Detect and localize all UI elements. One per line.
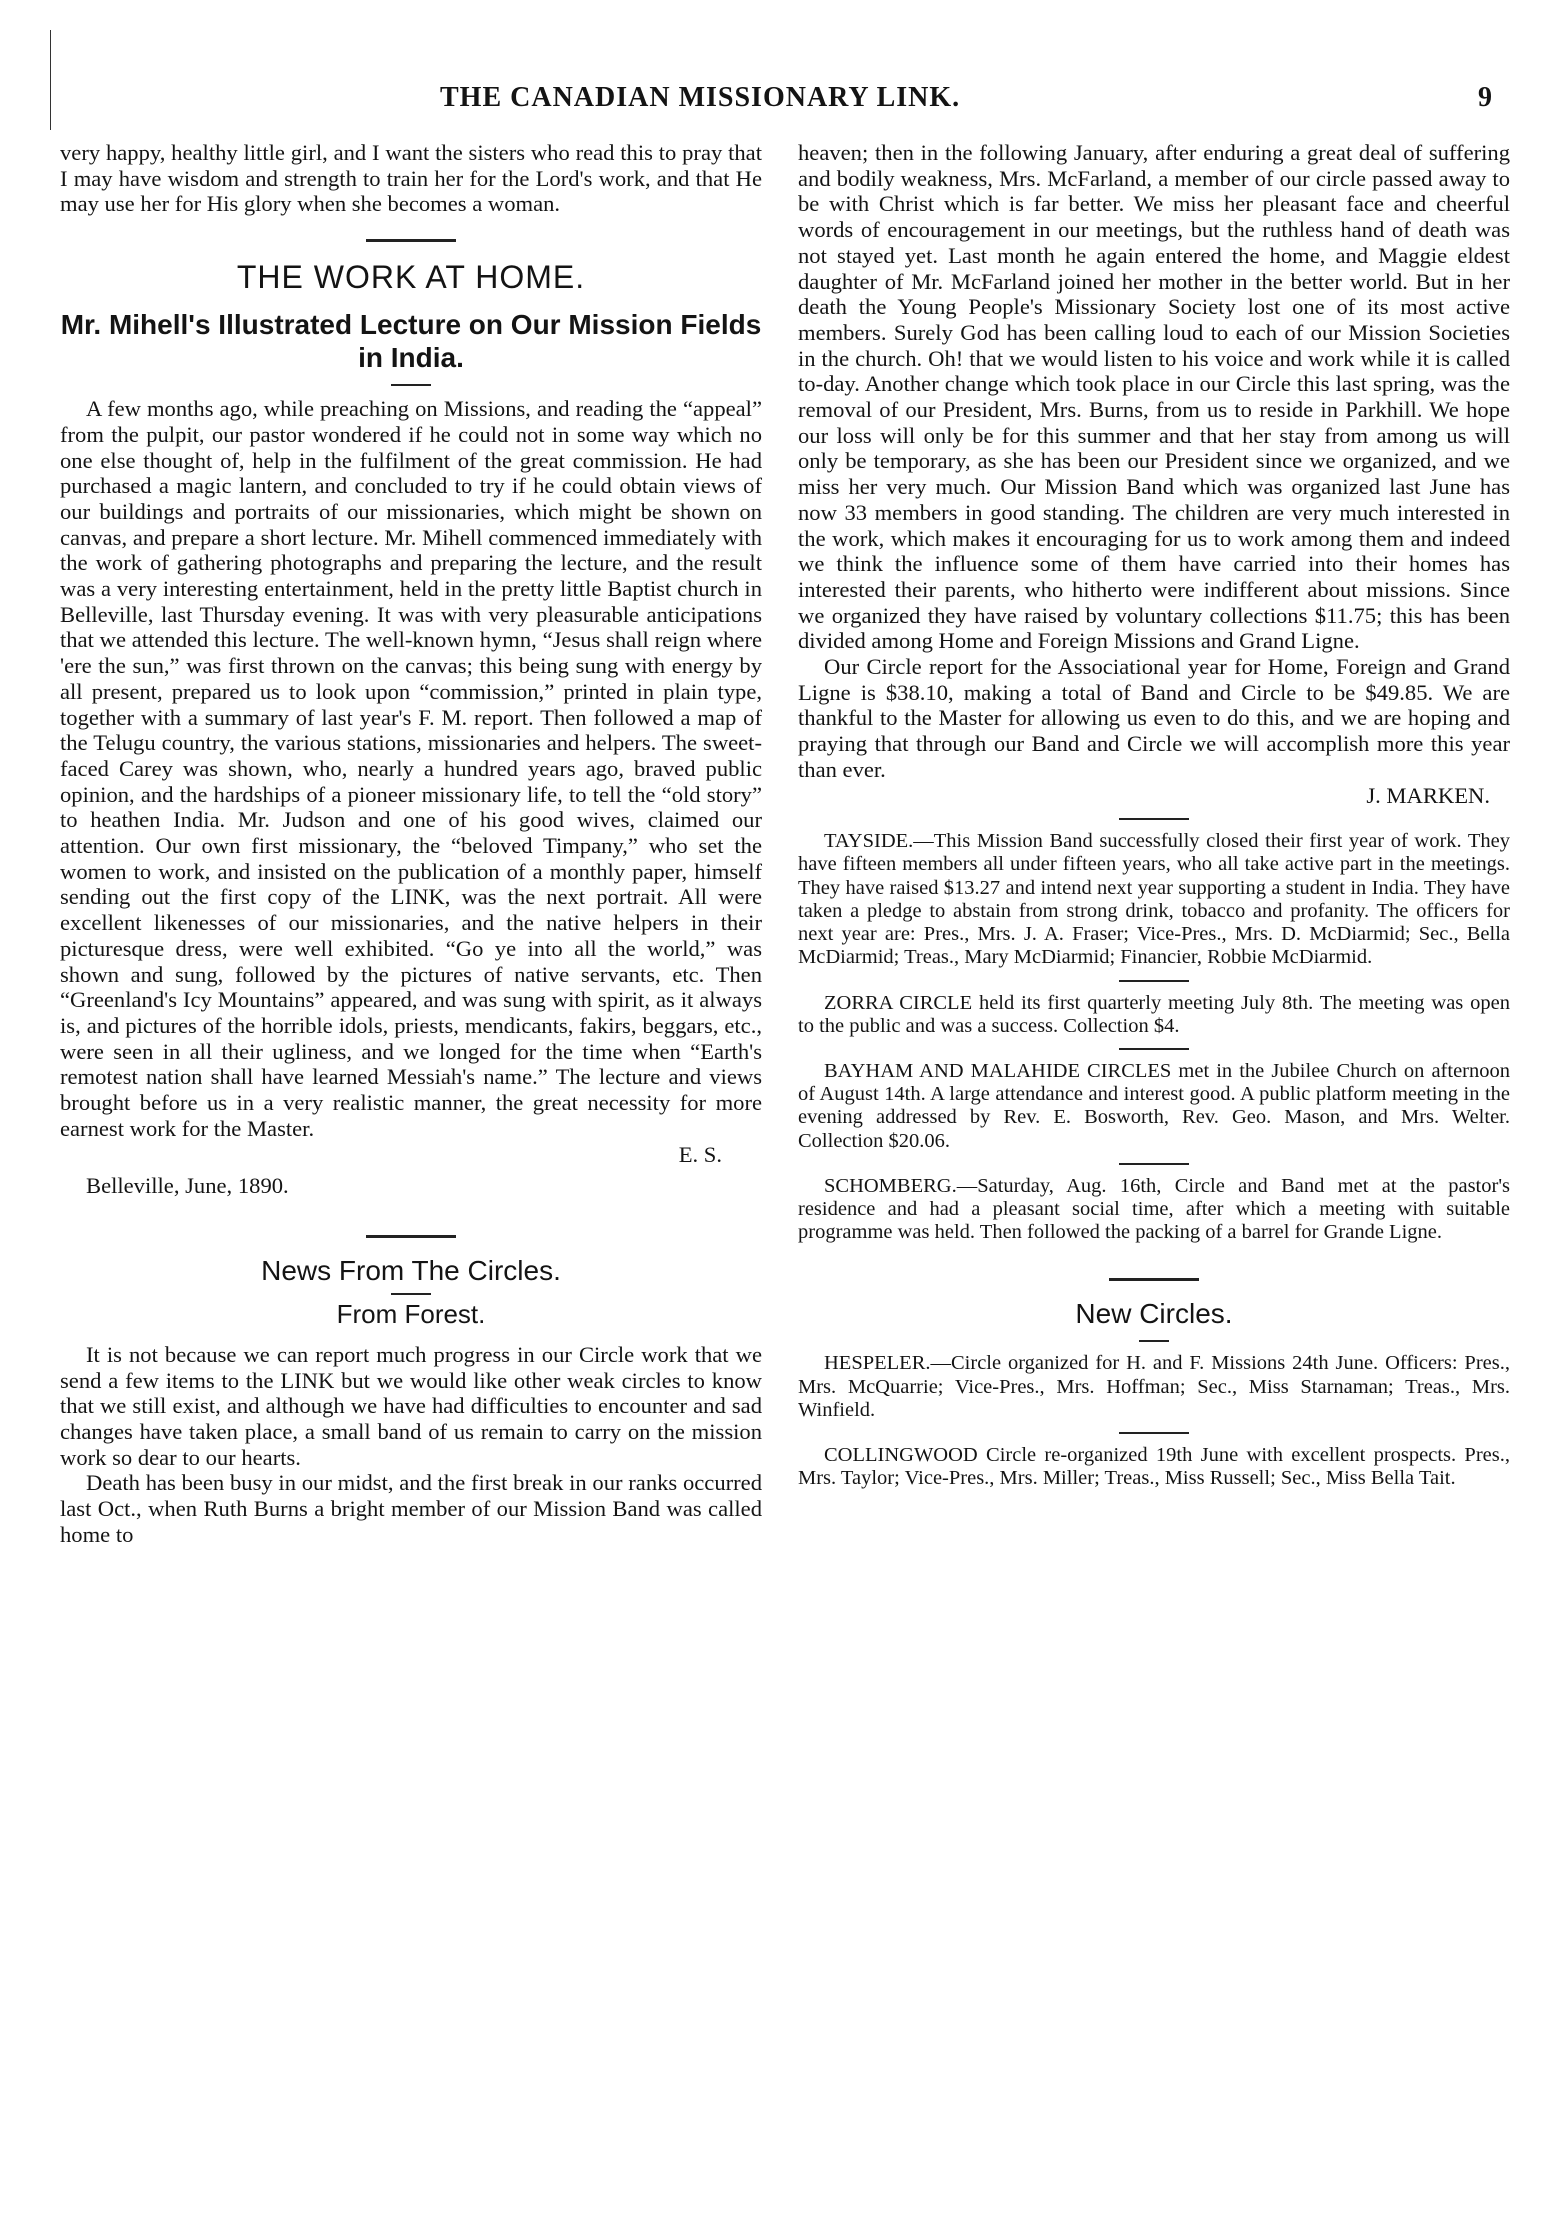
zorra-report: ZORRA CIRCLE held its first quarterly meeting July 8th. The meeting was open to the public and was a success. Collection $4.: [798, 991, 1510, 1037]
lecture-title: Mr. Mihell's Illustrated Lecture on Our Mission Fields in India.: [60, 309, 762, 374]
divider: [1119, 1163, 1189, 1165]
forest-signature: J. MARKEN.: [1366, 782, 1490, 808]
left-column: [60, 140, 762, 1548]
collingwood-report: COLLINGWOOD Circle re-organized 19th June with excellent prospects. Pres., Mrs. Taylor; Vice-Pres., Mrs. Miller; Treas., Miss Russell; Sec., Miss Bella Tait.: [798, 1443, 1510, 1490]
divider: [1119, 818, 1189, 820]
divider: [60, 229, 762, 247]
divider: [1139, 1340, 1169, 1342]
divider: [1119, 1432, 1189, 1434]
lecture-signature: E. S.: [678, 1141, 722, 1167]
forest-paragraph-1: It is not because we can report much progress in our Circle work that we send a few items to the LINK but we would like other weak circles to know that we still exist, and although we have had difficulties to encounter and sad changes have taken place, a small band of us remain to carry on the mission work so dear to our hearts.: [60, 1341, 762, 1470]
page-number: 9: [1478, 82, 1492, 113]
news-heading: News From The Circles.: [261, 1254, 561, 1286]
page-header: [0, 82, 1556, 122]
schomberg-report: SCHOMBERG.—Saturday, Aug. 16th, Circle and Band met at the pastor's residence and had a pleasant social time, after which a meeting with suitable programme was held. Then followed the packing of a barrel for Grande Ligne.: [798, 1174, 1510, 1244]
divider: [60, 1225, 762, 1243]
forest-heading: From Forest.: [336, 1298, 486, 1329]
new-circles-heading: New Circles.: [1075, 1298, 1233, 1330]
masthead-title: THE CANADIAN MISSIONARY LINK.: [440, 82, 961, 113]
intro-paragraph: very happy, healthy little girl, and I want the sisters who read this to pray that I may have wisdom and strength to train her for the Lord's work, and that He may use her for His glory when she becomes a woman.: [60, 140, 762, 217]
lecture-body: A few months ago, while preaching on Missions, and reading the “appeal” from the pulpit, our pastor wondered if he could not in some way which no one else thought of, help in the fulfilment of the great commission. He had purchased a magic lantern, and concluded to try if he could obtain views of our buildings and portraits of our missionaries, which might be shown on canvas, and prepare a short lecture. Mr. Mihell commenced immediately with the work of gathering photographs and preparing the lecture, and the result was a very interesting entertainment, held in the pretty little Baptist church in Belleville, last Thursday evening. It was with very pleasurable anticipations that we attended this lecture. The well-known hymn, “Jesus shall reign where 'ere the sun,” was first thrown on the canvas; this being sung with energy by all present, prepared us to look upon “commission,” printed in plain type, together with a summary of last year's F. M. report. Then followed a map of the Telugu country, the various stations, missionaries and helpers. The sweet-faced Carey was shown, who, nearly a hundred years ago, braved public opinion, and the hardships of a pioneer missionary life, to tell the “old story” to heathen India. Mr. Judson and one of his good wives, claimed our attention. Our own first missionary, the “beloved Timpany,” who set the women to work, and insisted on the publication of a monthly paper, himself sending out the first copy of the LINK, was the next portrait. All were excellent likenesses of our missionaries, and the native helpers in their picturesque dress, were well exhibited. “Go ye into all the world,” was shown and sung, followed by the pictures of native servants, etc. Then “Greenland's Icy Mountains” appeared, and was sung with spirit, as it always is, and pictures of the horrible idols, priests, mendicants, fakirs, beggars, etc., were seen in all their ugliness, and we longed for the time when “Earth's remotest nation shall have learned Messiah's name.” The lecture and views brought before us in a very realistic manner, the great necessity for more earnest work for the Master.: [60, 396, 762, 1141]
forest-paragraph-2: Death has been busy in our midst, and the first break in our ranks occurred last Oct., when Ruth Burns a bright member of our Mission Band was called home to: [60, 1470, 762, 1547]
section-heading: THE WORK AT HOME.: [236, 259, 586, 296]
tayside-report: TAYSIDE.—This Mission Band successfully closed their first year of work. They have fifteen members all under fifteen years, who all take active part in the meetings. They have raised $13.27 and intend next year supporting a student in India. They have taken a pledge to abstain from strong drink, tobacco and profanity. The officers for next year are: Pres., Mrs. J. A. Fraser; Vice-Pres., Mrs. D. McDiarmid; Sec., Bella McDiarmid; Treas., Mary McDiarmid; Financier, Robbie McDiarmid.: [798, 830, 1510, 969]
divider: [798, 1268, 1510, 1286]
forest-paragraph-3: Our Circle report for the Associational year for Home, Foreign and Grand Ligne is $38.10, making a total of Band and Circle to be $49.85. We are thankful to the Master for allowing us even to do this, and we are hoping and praying that through our Band and Circle we will accomplish more this year than ever.: [798, 654, 1510, 782]
divider: [1119, 1048, 1189, 1050]
divider: [1119, 980, 1189, 982]
bayham-report: BAYHAM AND MALAHIDE CIRCLES met in the Jubilee Church on afternoon of August 14th. A large attendance and interest good. A public platform meeting in the evening addressed by Rev. E. Bosworth, Rev. Geo. Mason, and Mrs. Welter. Collection $20.06.: [798, 1059, 1510, 1152]
divider: [391, 1293, 431, 1295]
divider: [391, 384, 431, 386]
lecture-dateline: Belleville, June, 1890.: [86, 1173, 289, 1199]
right-column: [798, 140, 1510, 1490]
forest-paragraph-2-continued: heaven; then in the following January, after enduring a great deal of suffering and bodily weakness, Mrs. McFarland, a member of our circle passed away to be with Christ which is far better. We miss her pleasant face and cheerful words of encouragement in our meetings, but the ruthless hand of death was not stayed yet. Last month he again entered the home, and Maggie eldest daughter of Mr. McFarland joined her mother in the better world. But in her death the Young People's Missionary Society lost one of its most active members. Surely God has been calling loud to each of our Mission Societies in the church. Oh! that we would listen to his voice and work while it is called to-day. Another change which took place in our Circle this last spring, was the removal of our President, Mrs. Burns, from us to reside in Parkhill. We hope our loss will only be for this summer and that her stay from among us will only be temporary, as she has been our President since we organized, and we miss her very much. Our Mission Band which was organized last June has now 33 members in good standing. The children are very much interested in the work, which makes it encouraging for us to work among them and indeed we think the influence some of them have carried into their homes has interested their parents, who hitherto were indifferent about missions. Since we organized they have raised by voluntary collections $11.75; this has been divided among Home and Foreign Missions and Grand Ligne.: [798, 140, 1510, 654]
hespeler-report: HESPELER.—Circle organized for H. and F. Missions 24th June. Officers: Pres., Mrs. McQuarrie; Vice-Pres., Mrs. Hoffman; Sec., Miss Starnaman; Treas., Mrs. Winfield.: [798, 1352, 1510, 1421]
